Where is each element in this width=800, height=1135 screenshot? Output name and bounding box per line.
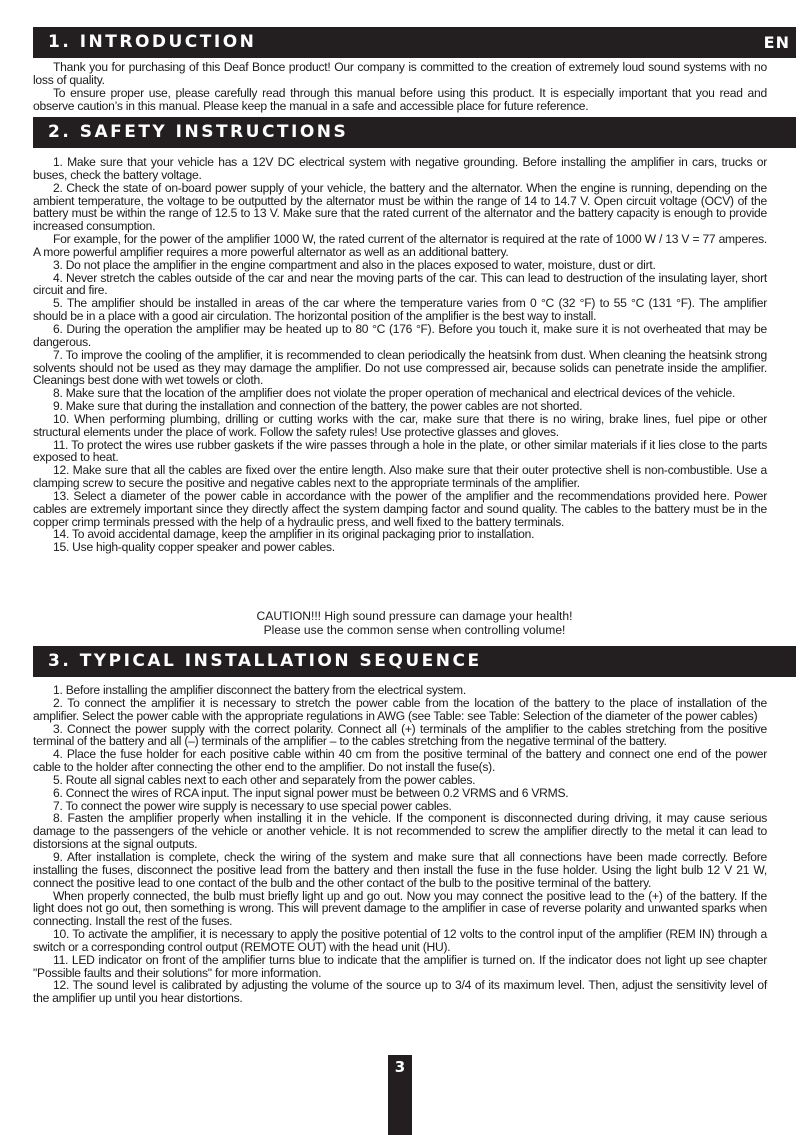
paragraph: 5. Route all signal cables next to each other and separately from the power cables.: [53, 772, 476, 787]
paragraph: 1. Before installing the amplifier disconnect the battery from the electrical system.: [53, 683, 466, 697]
paragraph: 12. The sound level is calibrated by adjusting the volume of the source up to 3/4 of its maximum level. Then, adjust the sensitivity level of the amplifier up until you hear distortions.: [33, 978, 767, 1006]
paragraph: 4. Never stretch the cables outside of the car and near the moving parts of the car. This can lead to destruction of the insulating layer, short circuit and fire.: [33, 270, 767, 298]
paragraph: For example, for the power of the amplifier 1000 W, the rated current of the alternator is required at the rate of 1000 W / 13 V = 77 amperes. A more powerful amplifier requires a more powerful alternator as well as an additional battery.: [33, 232, 767, 259]
paragraph: 10. When performing plumbing, drilling or cutting works with the car, make sure that there is no wiring, brake lines, fuel pipe or other structural elements under the place of work. Follow the safety rules! Use protective glasses and gloves.: [33, 411, 767, 439]
section-title: 2. SAFETY INSTRUCTIONS: [48, 122, 349, 142]
paragraph: 5. The amplifier should be installed in areas of the car where the temperature varies from 0 °C (32 °F) to 55 °C (131 °F). The amplifier should be in a place with a good air circulation. The horizontal position of the amplifier is the best way to install.: [33, 296, 767, 324]
paragraph: 1. Make sure that your vehicle has a 12V DC electrical system with negative grounding. Before installing the amplifier in cars, trucks or buses, check the battery voltage.: [33, 155, 767, 182]
paragraph: 8. Make sure that the location of the amplifier does not violate the proper operation of mechanical and electrical devices of the vehicle.: [53, 386, 736, 401]
language-label: EN: [763, 33, 790, 52]
paragraph: 9. After installation is complete, check the wiring of the system and make sure that all connections have been made correctly. Before installing the fuses, disconnect the positive lead from the battery and then install the fuse in the fuse holder. Using the light bulb 12 V 21 W, connect the positive lead to one contact of the bulb and the other contact of the bulb to the positive terminal of the battery.: [33, 849, 767, 890]
introduction-body: [33, 61, 767, 112]
paragraph: 6. During the operation the amplifier may be heated up to 80 °C (176 °F). Before you touch it, make sure it is not overheated that may be dangerous.: [33, 321, 767, 349]
paragraph: 9. Make sure that during the installation and connection of the battery, the power cables are not shorted.: [53, 399, 583, 414]
paragraph: 13. Select a diameter of the power cable in accordance with the power of the amplifier and the recommendations provided here. Power cables are extremely important since they directly affect the system damping factor and sound quality. The cables to the battery must be in the copper crimp terminals pressed with the help of a hydraulic press, and well fixed to the battery terminals.: [33, 488, 767, 529]
caution-line: Please use the common sense when controlling volume!: [263, 623, 566, 637]
paragraph: 14. To avoid accidental damage, keep the amplifier in its original packaging prior to installation.: [53, 527, 535, 542]
paragraph: 8. Fasten the amplifier properly when installing it in the vehicle. If the component is disconnected during driving, it may cause serious damage to the passengers of the vehicle or another vehicle. It is not recommended to screw the amplifier directly to the metal it can lead to distorsions at the signal outputs.: [33, 811, 767, 852]
caution-notice: [33, 609, 796, 637]
paragraph: 7. To improve the cooling of the amplifier, it is recommended to clean periodically the heatsink from dust. When cleaning the heatsink strong solvents should not be used as they may damage the amplifier. Do not use compressed air, because solids can penetrate inside the amplifier. Cleanings best done with wet towels or cloth.: [33, 347, 767, 388]
section-title: 3. TYPICAL INSTALLATION SEQUENCE: [48, 651, 482, 671]
paragraph: 11. To protect the wires use rubber gaskets if the wire passes through a hole in the plate, or other similar materials if it lies close to the parts exposed to heat.: [33, 437, 767, 465]
paragraph: 7. To connect the power wire supply is necessary to use special power cables.: [53, 798, 452, 813]
paragraph: 4. Place the fuse holder for each positive cable within 40 cm from the positive terminal of the battery and connect one end of the power cable to the holder after connecting the other end to the amplifier. Do not install the fuse(s).: [33, 747, 767, 775]
paragraph: 2. To connect the amplifier it is necessary to stretch the power cable from the location of the battery to the place of installation of the amplifier. Select the power cable with the appropriate regulations in AWG (see Table: see Table: Selection of the diameter of the power cables): [33, 695, 767, 723]
paragraph: 10. To activate the amplifier, it is necessary to apply the positive potential of 12 volts to the control input of the amplifier (REM IN) through a switch or a corresponding control output (REMOTE OUT) with the head unit (HU).: [33, 927, 767, 954]
paragraph: 12. Make sure that all the cables are fixed over the entire length. Also make sure that their outer protective shell is non-combustible. Use a clamping screw to secure the positive and negative cables next to the appropriate terminals of the amplifier.: [33, 463, 767, 491]
section-header-safety: [33, 117, 796, 148]
paragraph: 2. Check the state of on-board power supply of your vehicle, the battery and the alternator. When the engine is running, depending on the ambient temperature, the voltage to be outputted by the alternator must be within the range of 14 to 14.7 V. Open circuit voltage (OCV) of the battery must be within the range of 12.5 to 13 V. Make sure that the rated current of the alternator and the battery capacity is enough to provide increased consumption.: [33, 180, 767, 234]
caution-line: CAUTION!!! High sound pressure can damage your health!: [256, 609, 573, 623]
section-header-introduction: [33, 27, 796, 58]
paragraph: To ensure proper use, please carefully read through this manual before using this product. It is especially important that you read and observe caution’s in this manual. Please keep the manual in a safe and accessible place for future reference.: [33, 85, 767, 113]
installation-body: [33, 684, 767, 1005]
paragraph: 15. Use high-quality copper speaker and power cables.: [53, 540, 335, 555]
section-title: 1. INTRODUCTION: [48, 32, 257, 52]
page-number: 3: [388, 1055, 412, 1135]
paragraph: 3. Do not place the amplifier in the engine compartment and also in the places exposed to water, moisture, dust or dirt.: [53, 257, 656, 272]
paragraph: 3. Connect the power supply with the correct polarity. Connect all (+) terminals of the amplifier to the cables stretching from the positive terminal of the battery and all (–) terminals of the amplifier – to the cables stretching from the negative terminal of the battery.: [33, 721, 767, 749]
paragraph: Thank you for purchasing of this Deaf Bonce product! Our company is committed to the creation of extremely loud sound systems with no loss of quality.: [33, 60, 767, 87]
paragraph: 11. LED indicator on front of the amplifier turns blue to indicate that the amplifier is turned on. If the indicator does not light up see chapter "Possible faults and their solutions" for more information.: [33, 952, 767, 980]
section-header-installation: [33, 646, 796, 677]
paragraph: 6. Connect the wires of RCA input. The input signal power must be between 0.2 VRMS and 6 VRMS.: [53, 785, 569, 800]
paragraph: When properly connected, the bulb must briefly light up and go out. Now you may connect the positive lead to the (+) of the battery. If the light does not go out, then something is wrong. This will prevent damage to the amplifier in case of reverse polarity and unwanted sparks when connecting. Install the rest of the fuses.: [33, 888, 767, 929]
safety-body: [33, 156, 767, 554]
